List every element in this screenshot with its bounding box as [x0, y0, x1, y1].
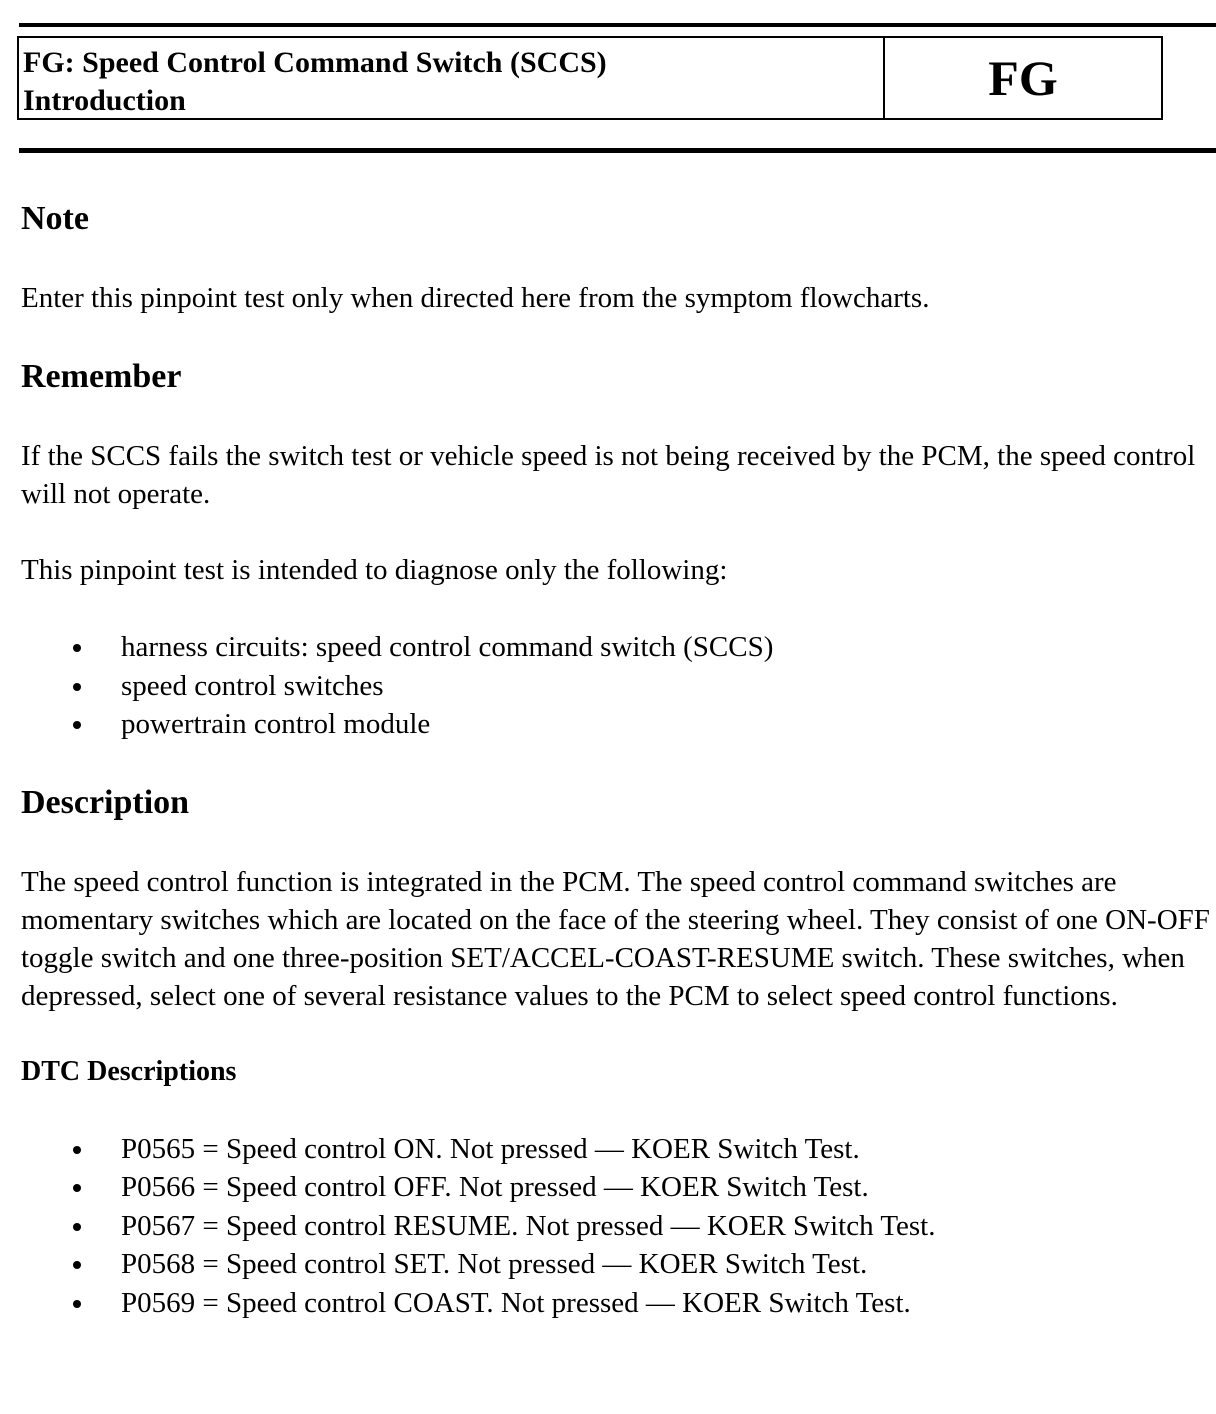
document-body	[21, 197, 1211, 1322]
description-text: The speed control function is integrated in the PCM. The speed control command switches are momentary switches which are located on the face of the steering wheel. They consist of one ON-OFF toggle switch and one three-position SET/ACCEL-COAST-RESUME switch. These switches, when depressed, select one of several resistance values to the PCM to select speed control functions.	[21, 865, 1210, 1012]
page-title	[19, 38, 885, 118]
title-line-2: Introduction	[23, 84, 186, 117]
section-code: FG	[988, 50, 1058, 106]
title-line-1: FG: Speed Control Command Switch (SCCS)	[23, 46, 607, 79]
list-item: harness circuits: speed control command switch (SCCS)	[21, 628, 1211, 667]
list-item: speed control switches	[21, 667, 1211, 706]
list-item: P0568 = Speed control SET. Not pressed — KOER Switch Test.	[21, 1245, 1211, 1284]
remember-heading: Remember	[21, 358, 182, 395]
note-heading: Note	[21, 200, 89, 237]
remember-text: If the SCCS fails the switch test or vehicle speed is not being received by the PCM, the speed control will not operate.	[21, 440, 1196, 510]
remember-intro: This pinpoint test is intended to diagnose only the following:	[21, 554, 728, 586]
list-item: P0567 = Speed control RESUME. Not pressed — KOER Switch Test.	[21, 1207, 1211, 1246]
description-heading: Description	[21, 783, 190, 821]
list-item: P0566 = Speed control OFF. Not pressed — KOER Switch Test.	[21, 1168, 1211, 1207]
list-item: powertrain control module	[21, 705, 1211, 744]
list-item: P0569 = Speed control COAST. Not pressed — KOER Switch Test.	[21, 1284, 1211, 1323]
header-bottom-rule	[19, 148, 1216, 153]
diagnose-list	[21, 628, 1211, 744]
header-top-rule	[19, 23, 1216, 27]
dtc-list	[21, 1130, 1211, 1323]
note-text: Enter this pinpoint test only when directed here from the symptom flowcharts.	[21, 282, 930, 314]
list-item: P0565 = Speed control ON. Not pressed — KOER Switch Test.	[21, 1130, 1211, 1169]
document-header	[17, 36, 1163, 120]
dtc-heading: DTC Descriptions	[21, 1055, 237, 1087]
